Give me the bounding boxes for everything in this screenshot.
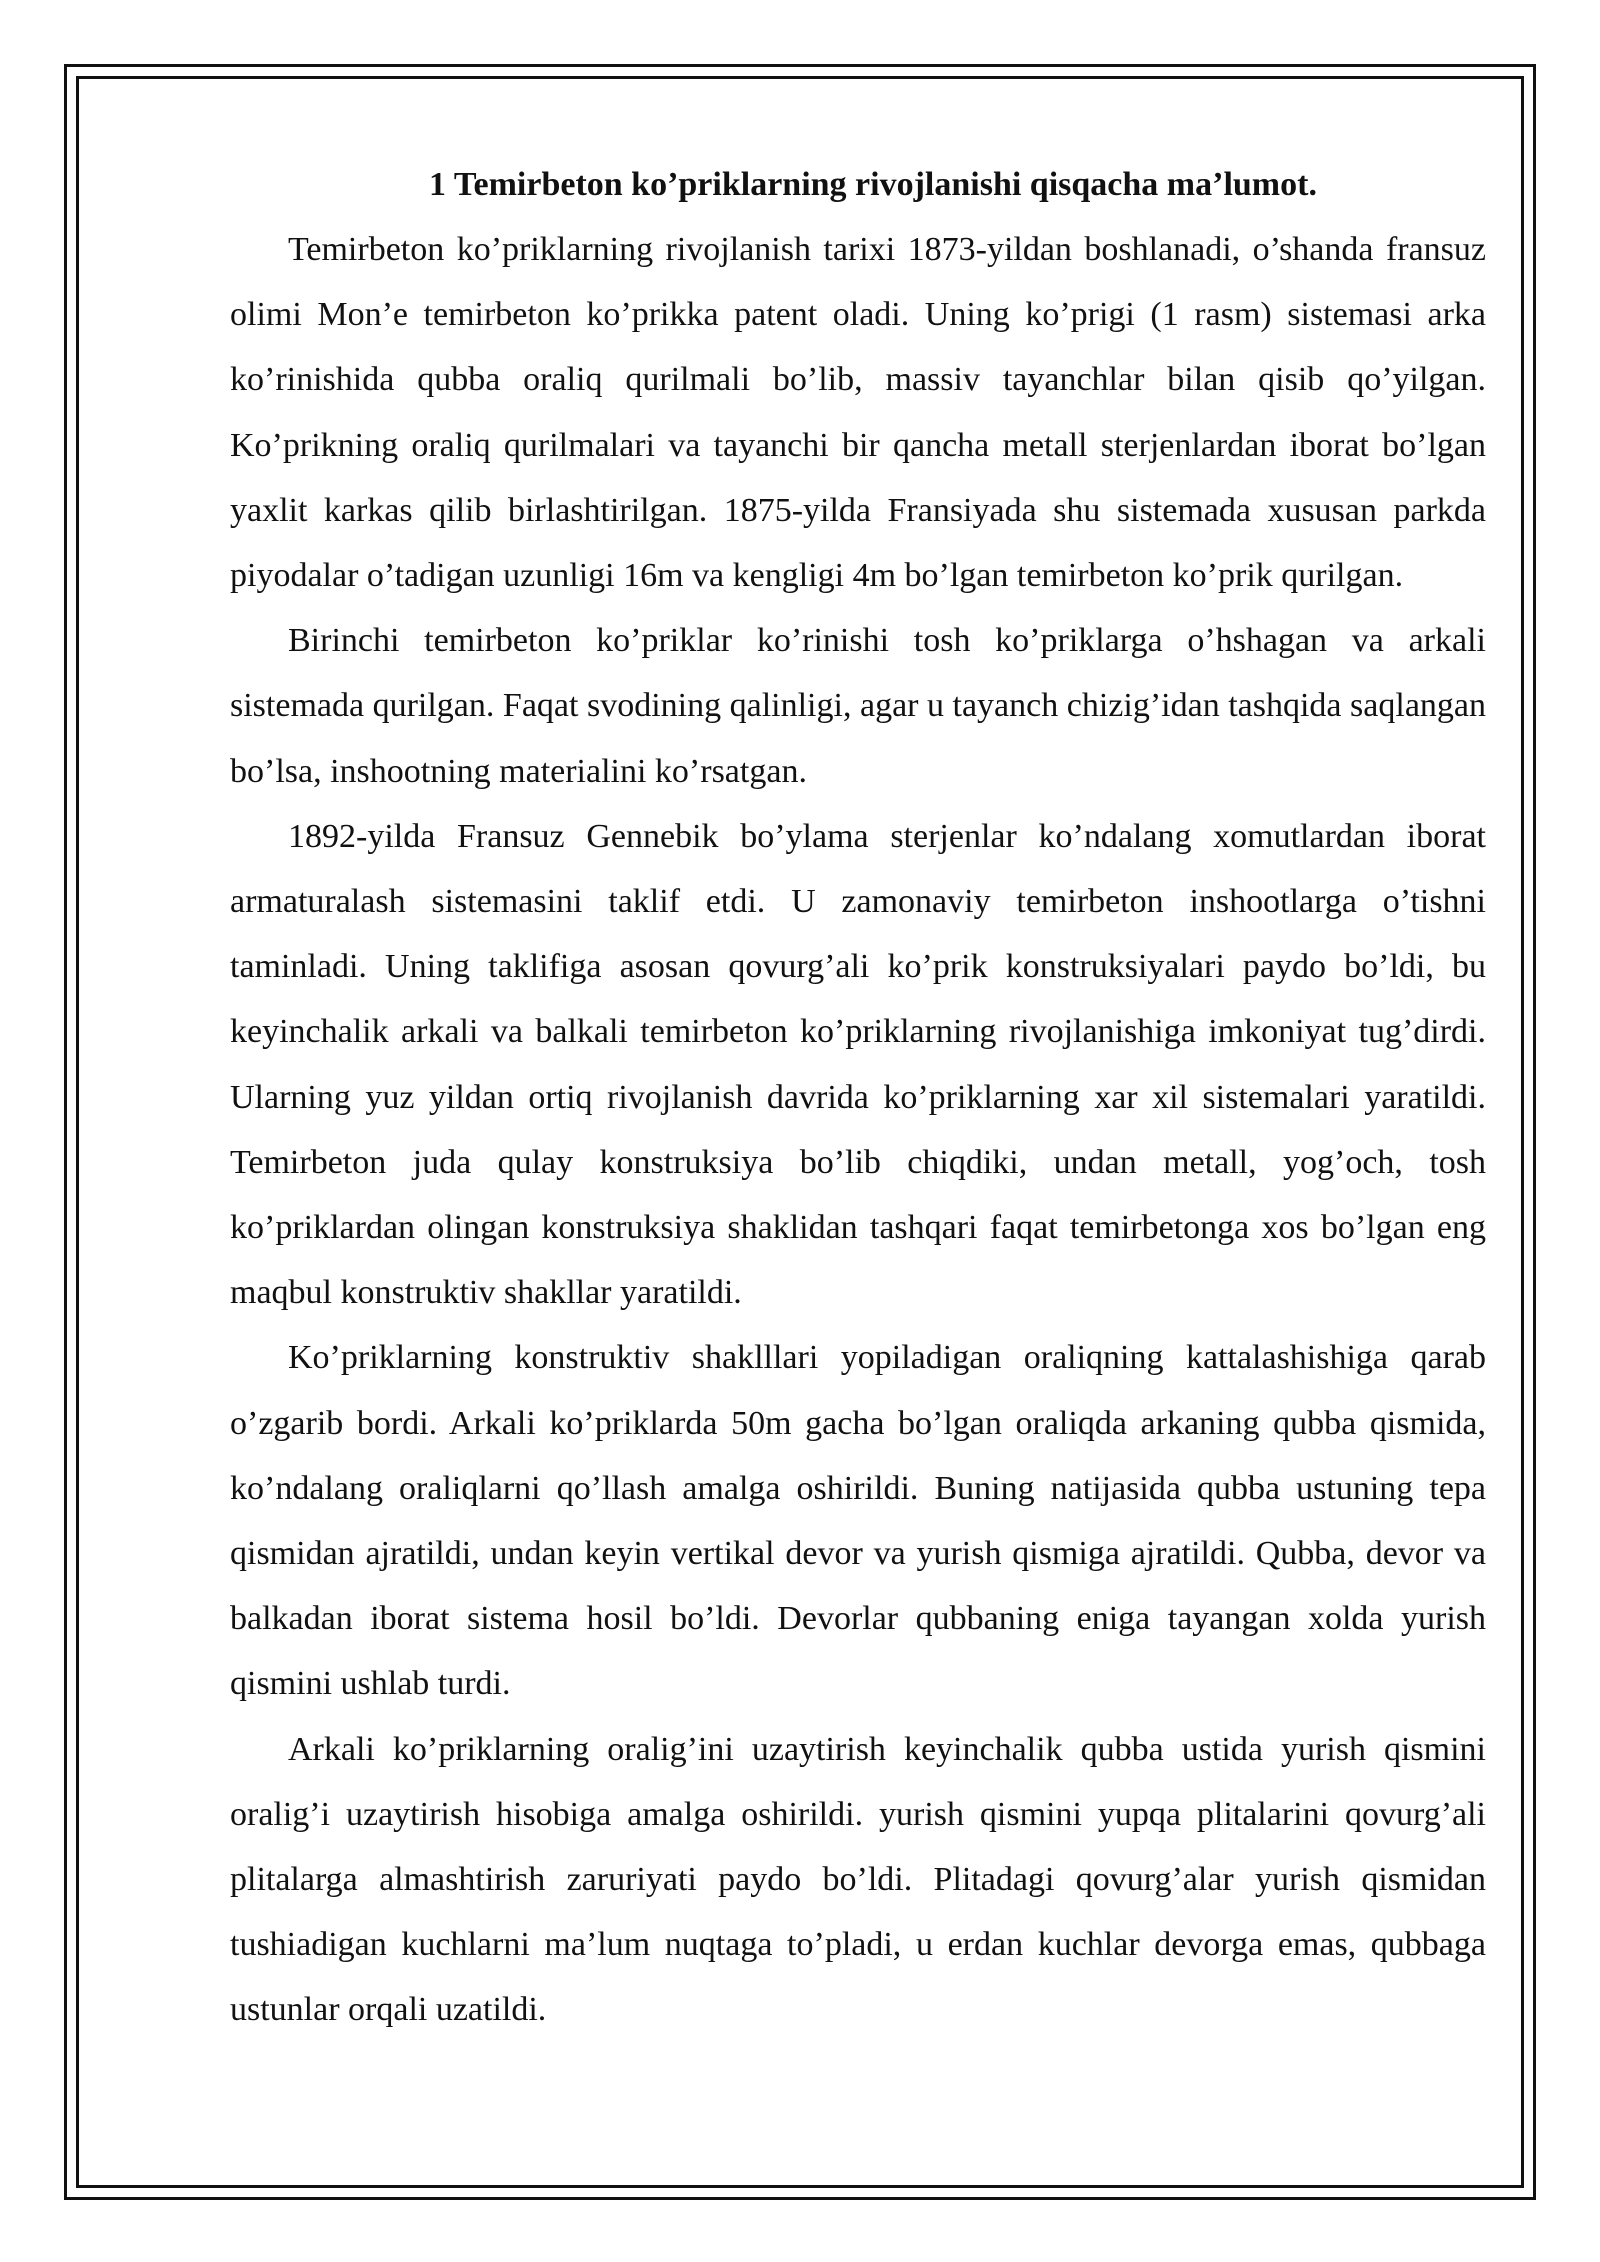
document-body <box>230 152 1486 2043</box>
paragraph: 1892-yilda Fransuz Gennebik bo’ylama sterjenlar ko’ndalang xomutlardan iborat armaturalash sistemasini taklif etdi. U zamonaviy temirbeton inshootlarga o’tishni taminladi. Uning taklifiga asosan qovurg’ali ko’prik konstruksiyalari paydo bo’ldi, bu keyinchalik arkali va balkali temirbeton ko’priklarning rivojlanishiga imkoniyat tug’dirdi. Ularning yuz yildan ortiq rivojlanish davrida ko’priklarning xar xil sistemalari yaratildi. Temirbeton juda qulay konstruksiya bo’lib chiqdiki, undan metall, yog’och, tosh ko’priklardan olingan konstruksiya shaklidan tashqari faqat temirbetonga xos bo’lgan eng maqbul konstruktiv shakllar yaratildi. <box>230 817 1486 1312</box>
paragraph: Temirbeton ko’priklarning rivojlanish tarixi 1873-yildan boshlanadi, o’shanda fransuz olimi Mon’e temirbeton ko’prikka patent oladi. Uning ko’prigi (1 rasm) sistemasi arka ko’rinishida qubba oraliq qurilmali bo’lib, massiv tayanchlar bilan qisib qo’yilgan. Ko’prikning oraliq qurilmalari va tayanchi bir qancha metall sterjenlardan iborat bo’lgan yaxlit karkas qilib birlashtirilgan. 1875-yilda Fransiyada shu sistemada xususan parkda piyodalar o’tadigan uzunligi 16m va kengligi 4m bo’lgan temirbeton ko’prik qurilgan. <box>230 231 1486 595</box>
paragraph: Birinchi temirbeton ko’priklar ko’rinishi tosh ko’priklarga o’hshagan va arkali sistemada qurilgan. Faqat svodining qalinligi, agar u tayanch chizig’idan tashqida saqlangan bo’lsa, inshootning materialini ko’rsatgan. <box>230 622 1486 790</box>
document-title: 1 Temirbeton ko’priklarning rivojlanishi qisqacha ma’lumot. <box>429 166 1317 203</box>
paragraph: Ko’priklarning konstruktiv shaklllari yopiladigan oraliqning kattalashishiga qarab o’zgarib bordi. Arkali ko’priklarda 50m gacha bo’lgan oraliqda arkaning qubba qismida, ko’ndalang oraliqlarni qo’llash amalga oshirildi. Buning natijasida qubba ustuning tepa qismidan ajratildi, undan keyin vertikal devor va yurish qismiga ajratildi. Qubba, devor va balkadan iborat sistema hosil bo’ldi. Devorlar qubbaning eniga tayangan xolda yurish qismini ushlab turdi. <box>230 1339 1486 1703</box>
paragraph: Arkali ko’priklarning oralig’ini uzaytirish keyinchalik qubba ustida yurish qismini oralig’i uzaytirish hisobiga amalga oshirildi. yurish qismini yupqa plitalarini qovurg’ali plitalarga almashtirish zaruriyati paydo bo’ldi. Plitadagi qovurg’alar yurish qismidan tushiadigan kuchlarni ma’lum nuqtaga to’pladi, u erdan kuchlar devorga emas, qubbaga ustunlar orqali uzatildi. <box>230 1730 1486 2029</box>
